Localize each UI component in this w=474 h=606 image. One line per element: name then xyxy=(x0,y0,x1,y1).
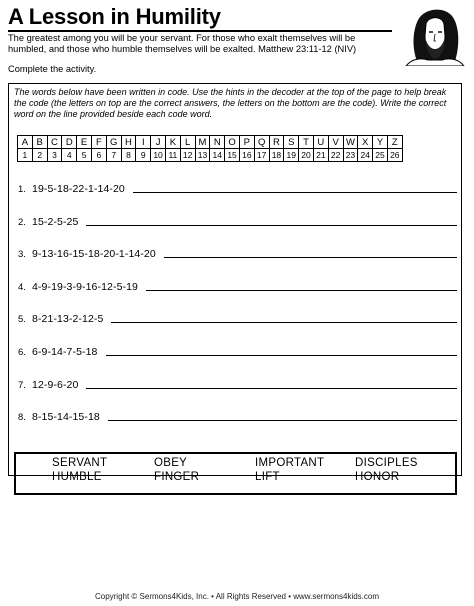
copyright-footer: Copyright © Sermons4Kids, Inc. • All Rights Reserved • www.sermons4kids.com xyxy=(94,592,380,601)
puzzle-code: 4-9-19-3-9-16-12-5-19 xyxy=(32,280,138,293)
decoder-letter: Z xyxy=(387,136,402,149)
puzzle-item xyxy=(18,183,125,195)
answer-line[interactable] xyxy=(146,290,457,291)
puzzle-item xyxy=(18,379,78,391)
decoder-number: 22 xyxy=(328,149,343,162)
decoder-letter: D xyxy=(62,136,77,149)
puzzle-item xyxy=(18,248,156,260)
answer-line[interactable] xyxy=(164,257,457,258)
decoder-number: 4 xyxy=(62,149,77,162)
answer-line[interactable] xyxy=(86,225,457,226)
answer-line[interactable] xyxy=(133,192,457,193)
word-bank-word: SERVANT xyxy=(52,457,108,469)
jesus-portrait-icon xyxy=(398,2,470,66)
puzzle-item xyxy=(18,281,138,293)
decoder-number: 16 xyxy=(239,149,254,162)
decoder-number: 19 xyxy=(284,149,299,162)
decoder-number: 18 xyxy=(269,149,284,162)
decoder-letter: Y xyxy=(373,136,388,149)
decoder-letter: F xyxy=(91,136,106,149)
puzzle-code: 8-15-14-15-18 xyxy=(32,411,100,424)
decoder-letter: R xyxy=(269,136,284,149)
decoder-number: 17 xyxy=(254,149,269,162)
puzzle-item xyxy=(18,216,78,228)
word-bank-word: HONOR xyxy=(355,471,400,483)
puzzle-code: 12-9-6-20 xyxy=(32,378,79,391)
puzzle-number: 1. xyxy=(18,184,26,195)
puzzle-number: 2. xyxy=(18,216,26,228)
decoder-letter: Q xyxy=(254,136,269,149)
decoder-letter: C xyxy=(47,136,62,149)
answer-line[interactable] xyxy=(108,420,457,421)
answer-line[interactable] xyxy=(111,322,457,323)
decoder-number: 26 xyxy=(387,149,402,162)
answer-line[interactable] xyxy=(106,355,458,356)
puzzle-item xyxy=(18,346,98,358)
decoder-letter: I xyxy=(136,136,151,149)
puzzle-number: 3. xyxy=(18,249,26,261)
decoder-letter: O xyxy=(225,136,240,149)
decoder-number: 13 xyxy=(195,149,210,162)
puzzle-number: 4. xyxy=(18,281,26,293)
puzzle-code: 15-2-5-25 xyxy=(32,215,79,228)
decoder-letter: V xyxy=(328,136,343,149)
decoder-number: 24 xyxy=(358,149,373,162)
puzzle-code: 9-13-16-15-18-20-1-14-20 xyxy=(32,248,156,261)
word-bank-word: LIFT xyxy=(255,471,280,483)
decoder-number: 10 xyxy=(151,149,166,162)
decoder-number: 23 xyxy=(343,149,358,162)
decoder-letter: P xyxy=(239,136,254,149)
decoder-letter: T xyxy=(299,136,314,149)
decoder-letter: L xyxy=(180,136,195,149)
decoder-letter: U xyxy=(313,136,328,149)
decoder-number: 8 xyxy=(121,149,136,162)
puzzle-number: 7. xyxy=(18,379,26,391)
puzzle-number: 5. xyxy=(18,314,26,326)
title-underline xyxy=(8,30,392,32)
decoder-number: 25 xyxy=(373,149,388,162)
word-bank-word: IMPORTANT xyxy=(255,457,325,469)
word-bank-word: HUMBLE xyxy=(52,471,102,483)
decoder-letter: M xyxy=(195,136,210,149)
decoder-number: 15 xyxy=(225,149,240,162)
decoder-number: 6 xyxy=(91,149,106,162)
decoder-letter: K xyxy=(165,136,180,149)
puzzle-item xyxy=(18,411,100,423)
decoder-number: 2 xyxy=(32,149,47,162)
decoder-letter: A xyxy=(18,136,33,149)
puzzle-code: 6-9-14-7-5-18 xyxy=(32,346,98,358)
decoder-number: 14 xyxy=(210,149,225,162)
decoder-letter: S xyxy=(284,136,299,149)
decoder-table xyxy=(17,135,403,162)
instruction-text: Complete the activity. xyxy=(8,64,97,74)
decoder-letter: B xyxy=(32,136,47,149)
puzzle-number: 8. xyxy=(18,412,26,424)
decoder-number: 21 xyxy=(313,149,328,162)
decoder-letter: H xyxy=(121,136,136,149)
decoder-letter: W xyxy=(343,136,358,149)
word-bank-word: OBEY xyxy=(154,457,188,469)
decoder-letter: J xyxy=(151,136,166,149)
decoder-number: 12 xyxy=(180,149,195,162)
decoder-number: 20 xyxy=(299,149,314,162)
activity-instructions: The words below have been written in code. Use the hints in the decoder at the top of the page to help break the code (the letters on top are the correct answers, the letters on the bottom are the code). Write the correct word on the line provided beside each code word. xyxy=(14,87,447,119)
puzzle-item xyxy=(18,313,103,325)
puzzle-code: 8-21-13-2-12-5 xyxy=(32,313,104,326)
puzzle-code: 19-5-18-22-1-14-20 xyxy=(32,183,125,195)
scripture-verse: The greatest among you will be your servant. For those who exalt themselves will be humbled, and those who humble themselves will be exalted. Matthew 23:11-12 (NIV) xyxy=(8,33,357,54)
decoder-number: 7 xyxy=(106,149,121,162)
decoder-letter: E xyxy=(77,136,92,149)
word-bank-word: FINGER xyxy=(154,471,200,483)
page-title: A Lesson in Humility xyxy=(8,4,221,29)
word-bank-word: DISCIPLES xyxy=(355,457,418,469)
decoder-letter: X xyxy=(358,136,373,149)
decoder-number: 11 xyxy=(165,149,180,162)
decoder-number: 1 xyxy=(18,149,33,162)
puzzle-number: 6. xyxy=(18,347,26,358)
answer-line[interactable] xyxy=(86,388,457,389)
decoder-number: 5 xyxy=(77,149,92,162)
decoder-number: 3 xyxy=(47,149,62,162)
decoder-letter: N xyxy=(210,136,225,149)
decoder-number: 9 xyxy=(136,149,151,162)
decoder-letter: G xyxy=(106,136,121,149)
